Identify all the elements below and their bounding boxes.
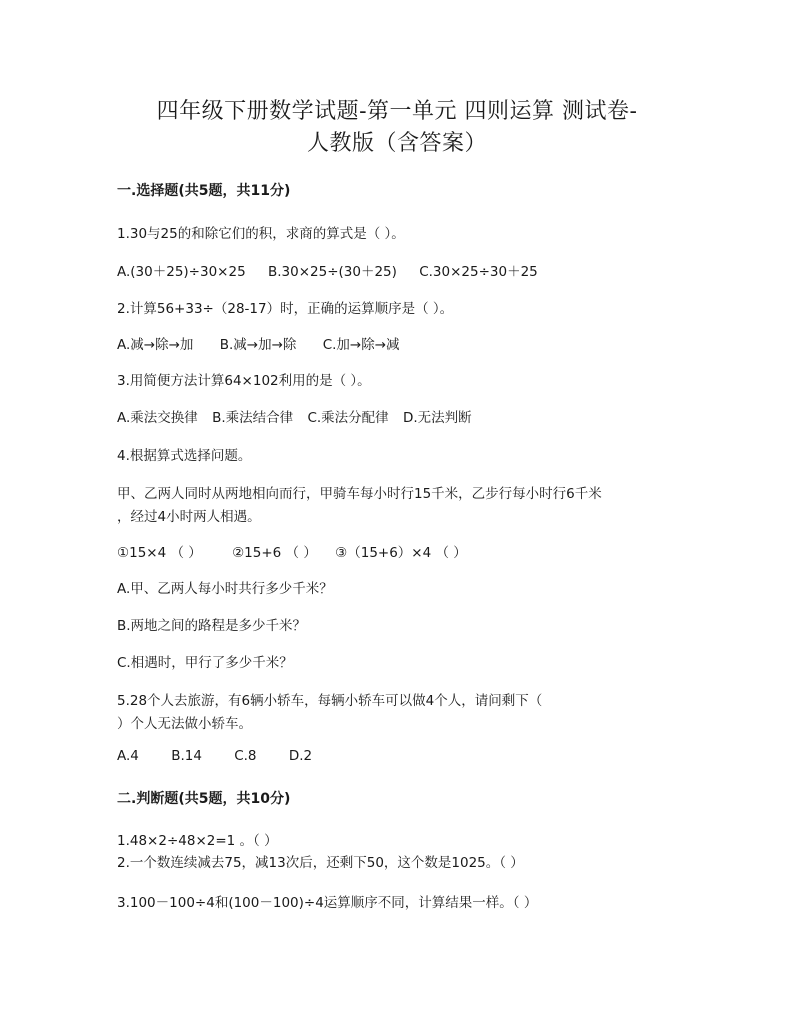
question-3-option-a: A.乘法交换律 xyxy=(117,410,198,426)
question-5-option-c: C.8 xyxy=(234,748,257,764)
question-5-option-a: A.4 xyxy=(117,748,139,764)
question-3-options xyxy=(117,406,472,426)
question-4-answer-a: A.甲、乙两人每小时共行多少千米？ xyxy=(117,581,333,597)
question-2-option-c: C.加→除→减 xyxy=(322,337,400,353)
judgement-2: 2.一个数连续减去75，减13次后，还剩下50，这个数是1025。（ ） xyxy=(117,855,524,871)
question-4-context-line1: 甲、乙两人同时从两地相向而行，甲骑车每小时行15千米，乙步行每小时行6千米 xyxy=(117,486,602,502)
question-4-formula-1: ①15×4 （ ） xyxy=(117,545,202,561)
question-3-option-c: C.乘法分配律 xyxy=(307,410,389,426)
question-5-options xyxy=(117,748,312,764)
question-1-option-c: C.30×25÷30＋25 xyxy=(419,264,538,280)
question-2-option-b: B.减→加→除 xyxy=(219,337,297,353)
question-5-option-d: D.2 xyxy=(288,748,313,764)
document-title-line1: 四年级下册数学试题-第一单元 四则运算 测试卷- xyxy=(156,99,638,124)
question-4-answer-b: B.两地之间的路程是多少千米？ xyxy=(117,618,307,634)
question-4-answer-c: C.相遇时，甲行了多少千米？ xyxy=(117,655,293,671)
judgement-1: 1.48×2÷48×2=1 。（ ） xyxy=(117,833,278,849)
section-heading-judgement: 二.判断题(共5题，共10分) xyxy=(117,791,291,807)
judgement-3: 3.100－100÷4和(100－100)÷4运算顺序不同，计算结果一样。（ ） xyxy=(117,895,538,911)
document-title-line2: 人教版（含答案） xyxy=(306,131,487,156)
question-4-formula-2: ②15+6 （ ） xyxy=(232,545,317,561)
question-1-option-a: A.(30＋25)÷30×25 xyxy=(117,264,246,280)
question-2-option-a: A.减→除→加 xyxy=(117,337,194,353)
question-5-stem-line1: 5.28个人去旅游，有6辆小轿车，每辆小轿车可以做4个人，请问剩下（ xyxy=(117,693,543,709)
question-1-stem: 1.30与25的和除它们的积，求商的算式是（ ）。 xyxy=(117,226,405,242)
question-3-stem: 3.用简便方法计算64×102利用的是（ ）。 xyxy=(117,373,371,389)
question-4-formula-3: ③（15+6）×4 （ ） xyxy=(335,545,467,561)
question-3-option-d: D.无法判断 xyxy=(402,410,472,426)
question-4-context-line2: ，经过4小时两人相遇。 xyxy=(117,509,261,525)
question-4-formulas xyxy=(117,541,467,561)
section-heading-choice: 一.选择题(共5题，共11分) xyxy=(117,183,291,199)
question-4-stem: 4.根据算式选择问题。 xyxy=(117,448,252,464)
question-1-options xyxy=(117,260,538,280)
question-2-stem: 2.计算56+33÷（28-17）时，正确的运算顺序是（ ）。 xyxy=(117,301,454,317)
question-2-options xyxy=(117,333,400,353)
question-1-option-b: B.30×25÷(30＋25) xyxy=(267,264,397,280)
question-5-option-b: B.14 xyxy=(171,748,202,764)
question-3-option-b: B.乘法结合律 xyxy=(212,410,294,426)
question-5-stem-line2: ）个人无法做小轿车。 xyxy=(117,716,252,732)
